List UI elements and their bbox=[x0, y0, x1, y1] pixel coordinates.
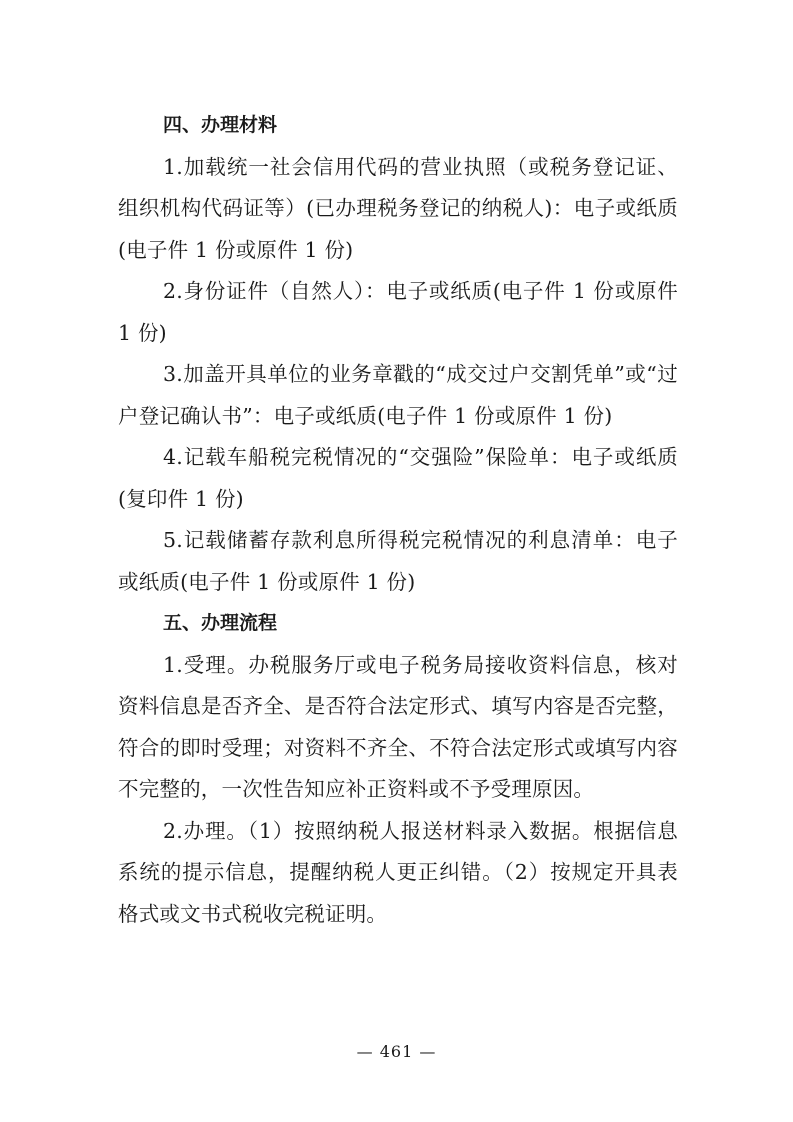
paragraph: 5.记载储蓄存款利息所得税完税情况的利息清单：电子或纸质(电子件 1 份或原件 1 份) bbox=[118, 528, 678, 594]
paragraph: 1.加载统一社会信用代码的营业执照（或税务登记证、组织机构代码证等）(已办理税务登记的纳税人)：电子或纸质(电子件 1 份或原件 1 份) bbox=[118, 154, 678, 262]
page-number: — 461 — bbox=[356, 1042, 437, 1061]
section-materials bbox=[118, 105, 678, 603]
section-process bbox=[118, 603, 678, 935]
paragraph: 1.受理。办税服务厅或电子税务局接收资料信息，核对资料信息是否齐全、是否符合法定形式、填写内容是否完整，符合的即时受理；对资料不齐全、不符合法定形式或填写内容不完整的，一次性告知应补正资料或不予受理原因。 bbox=[118, 652, 678, 801]
paragraph: 2.办理。（1）按照纳税人报送材料录入数据。根据信息系统的提示信息，提醒纳税人更正纠错。（2）按规定开具表格式或文书式税收完税证明。 bbox=[118, 818, 678, 926]
section-heading: 五、办理流程 bbox=[163, 612, 278, 634]
paragraph: 2.身份证件（自然人）：电子或纸质(电子件 1 份或原件 1 份) bbox=[118, 279, 678, 345]
paragraph: 3.加盖开具单位的业务章戳的“成交过户交割凭单”或“过户登记确认书”：电子或纸质(电子件 1 份或原件 1 份) bbox=[118, 362, 678, 428]
document-body bbox=[118, 105, 678, 935]
section-heading: 四、办理材料 bbox=[163, 114, 278, 136]
paragraph: 4.记载车船税完税情况的“交强险”保险单：电子或纸质(复印件 1 份) bbox=[118, 445, 678, 511]
